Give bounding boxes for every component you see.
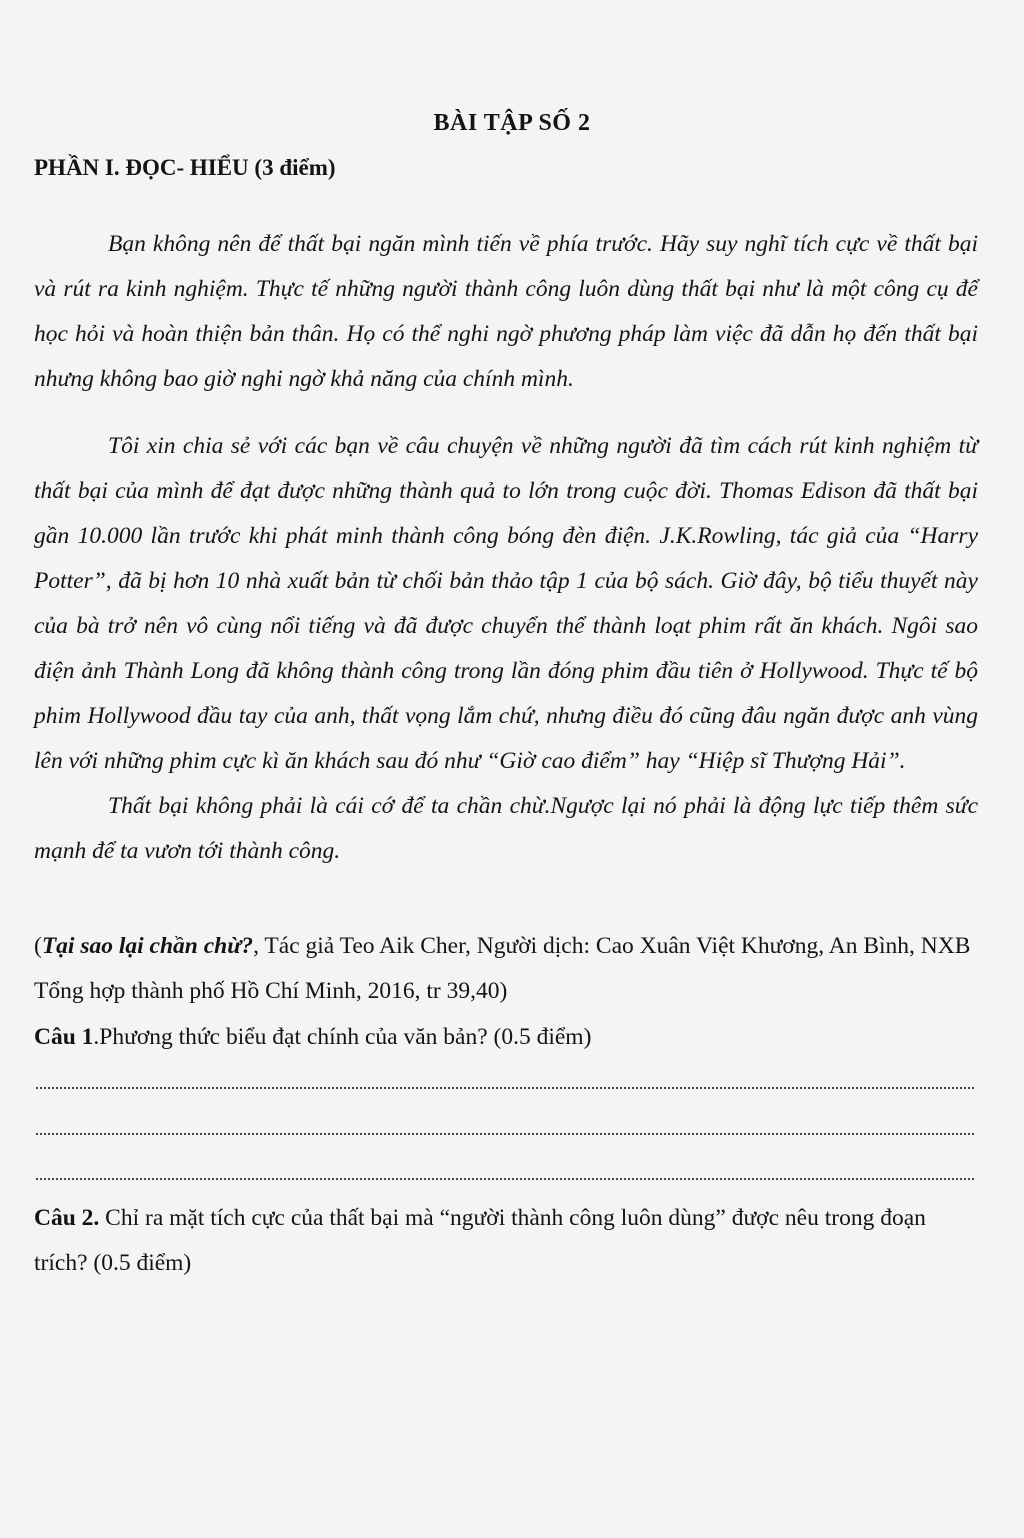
passage-paragraph-2: Tôi xin chia sẻ với các bạn về câu chuyện về những người đã tìm cách rút kinh nghiệm từ thất bại của mình để đạt được những thành quả to lớn trong cuộc đời. Thomas Edison đã thất bại gần 10.000 lần trước khi phát minh thành công bóng đèn điện. J.K.Rowling, tác giả của “Harry Potter”, đã bị hơn 10 nhà xuất bản từ chối bản thảo tập 1 của bộ sách. Giờ đây, bộ tiểu thuyết này của bà trở nên vô cùng nổi tiếng và đã được chuyển thể thành loạt phim rất ăn khách. Ngôi sao điện ảnh Thành Long đã không thành công trong lần đóng phim đầu tiên ở Hollywood. Thực tế bộ phim Hollywood đầu tay của anh, thất vọng lắm chứ, nhưng điều đó cũng đâu ngăn được anh vùng lên với những phim cực kì ăn khách sau đó như “Giờ cao điểm” hay “Hiệp sĩ Thượng Hải”.	[34, 433, 978, 774]
question-2-label: Câu 2.	[34, 1205, 100, 1231]
question-2-text: Chỉ ra mặt tích cực của thất bại mà “người thành công luôn dùng” được nêu trong đoạn trích? (0.5 điểm)	[34, 1205, 926, 1276]
question-1	[34, 1015, 978, 1060]
answer-line	[36, 1087, 974, 1089]
page-title: BÀI TẬP SỐ 2	[433, 110, 591, 136]
section-heading: PHẦN I. ĐỌC- HIỂU (3 điểm)	[34, 155, 336, 180]
question-2	[34, 1196, 978, 1286]
question-1-label: Câu 1	[34, 1024, 94, 1050]
passage-paragraph-1: Bạn không nên để thất bại ngăn mình tiến về phía trước. Hãy suy nghĩ tích cực về thất bại và rút ra kinh nghiệm. Thực tế những người thành công luôn dùng thất bại như là một công cụ để học hỏi và hoàn thiện bản thân. Họ có thể nghi ngờ phương pháp làm việc đã dẫn họ đến thất bại nhưng không bao giờ nghi ngờ khả năng của chính mình.	[34, 231, 978, 392]
answer-line	[36, 1178, 974, 1180]
source-book-title: Tại sao lại chần chừ?	[41, 933, 254, 959]
source-details: , Tác giả Teo Aik Cher, Người dịch: Cao Xuân Việt Khương, An Bình, NXB Tổng hợp thành phố Hồ Chí Minh, 2016, tr 39,40)	[34, 933, 971, 1004]
source-open-paren: (	[34, 933, 42, 959]
passage-paragraph-3: Thất bại không phải là cái cớ để ta chần chừ.Ngược lại nó phải là động lực tiếp thêm sức mạnh để ta vươn tới thành công.	[34, 793, 978, 864]
answer-line	[36, 1133, 974, 1135]
source-citation	[34, 924, 978, 1014]
reading-passage	[34, 222, 978, 874]
question-1-text: .Phương thức biểu đạt chính của văn bản? (0.5 điểm)	[93, 1024, 592, 1050]
